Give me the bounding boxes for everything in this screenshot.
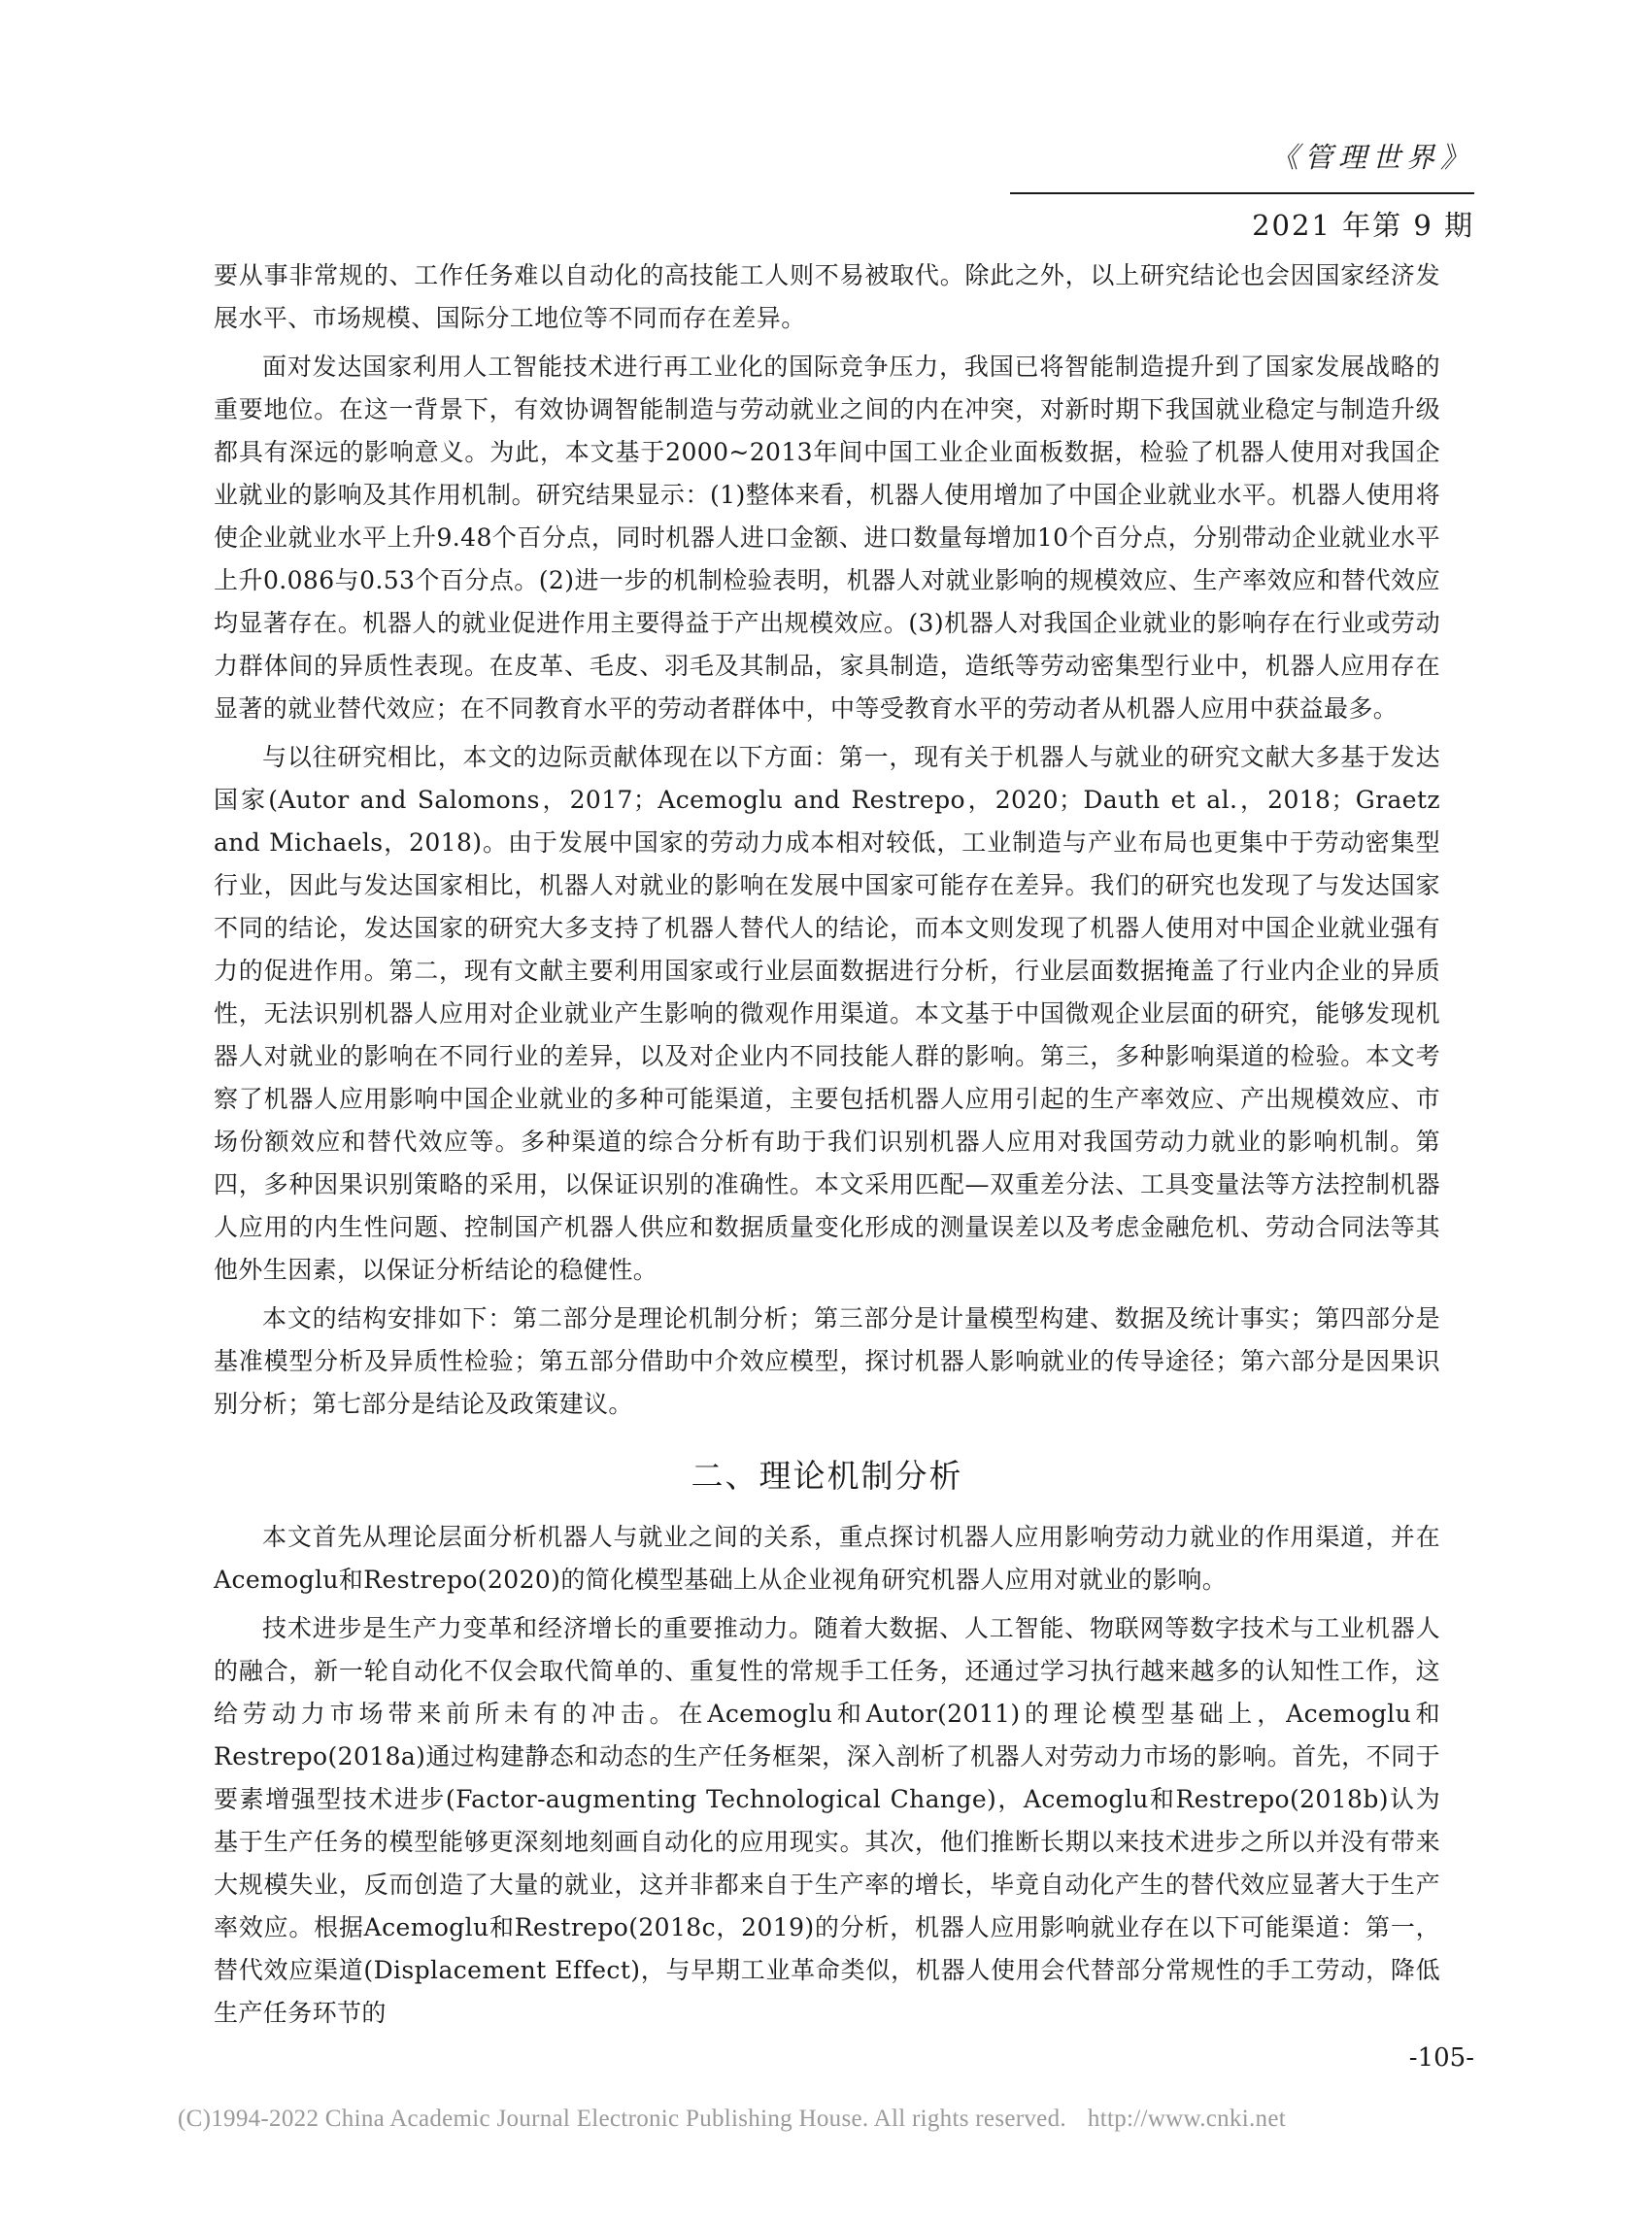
- paragraph-findings: 面对发达国家利用人工智能技术进行再工业化的国际竞争压力，我国已将智能制造提升到了国家发展战略的重要地位。在这一背景下，有效协调智能制造与劳动就业之间的内在冲突，对新时期下我国就业稳定与制造升级都具有深远的影响意义。为此，本文基于2000~2013年间中国工业企业面板数据，检验了机器人使用对我国企业就业的影响及其作用机制。研究结果显示：(1)整体来看，机器人使用增加了中国企业就业水平。机器人使用将使企业就业水平上升9.48个百分点，同时机器人进口金额、进口数量每增加10个百分点，分别带动企业就业水平上升0.086与0.53个百分点。(2)进一步的机制检验表明，机器人对就业影响的规模效应、生产率效应和替代效应均显著存在。机器人的就业促进作用主要得益于产出规模效应。(3)机器人对我国企业就业的影响存在行业或劳动力群体间的异质性表现。在皮革、毛皮、羽毛及其制品，家具制造，造纸等劳动密集型行业中，机器人应用存在显著的就业替代效应；在不同教育水平的劳动者群体中，中等受教育水平的劳动者从机器人应用中获益最多。: [214, 353, 1440, 723]
- issue-label: 2021 年第 9 期: [1252, 209, 1474, 242]
- paragraph-continued: 要从事非常规的、工作任务难以自动化的高技能工人则不易被取代。除此之外，以上研究结论也会因国家经济发展水平、市场规模、国际分工地位等不同而存在差异。: [214, 261, 1440, 332]
- section-heading: 二、理论机制分析: [691, 1457, 963, 1495]
- paragraph-technology: 技术进步是生产力变革和经济增长的重要推动力。随着大数据、人工智能、物联网等数字技术与工业机器人的融合，新一轮自动化不仅会取代简单的、重复性的常规手工任务，还通过学习执行越来越多的认知性工作，这给劳动力市场带来前所未有的冲击。在Acemoglu和Autor(2011)的理论模型基础上，Acemoglu和Restrepo(2018a)通过构建静态和动态的生产任务框架，深入剖析了机器人对劳动力市场的影响。首先，不同于要素增强型技术进步(Factor-augmenting Technological Change)，Acemoglu和Restrepo(2018b)认为基于生产任务的模型能够更深刻地刻画自动化的应用现实。其次，他们推断长期以来技术进步之所以并没有带来大规模失业，反而创造了大量的就业，这并非都来自于生产率的增长，毕竟自动化产生的替代效应显著大于生产率效应。根据Acemoglu和Restrepo(2018c，2019)的分析，机器人应用影响就业存在以下可能渠道：第一，替代效应渠道(Displacement Effect)，与早期工业革命类似，机器人使用会代替部分常规性的手工劳动，降低生产任务环节的: [214, 1614, 1440, 2027]
- copyright-footer: [178, 2106, 1286, 2133]
- header-divider: [1010, 192, 1474, 194]
- paragraph-structure: 本文的结构安排如下：第二部分是理论机制分析；第三部分是计量模型构建、数据及统计事实；第四部分是基准模型分析及异质性检验；第五部分借助中介效应模型，探讨机器人影响就业的传导途径；第六部分是因果识别分析；第七部分是结论及政策建议。: [214, 1304, 1440, 1418]
- copyright-text: (C)1994-2022 China Academic Journal Electronic Publishing House. All rights reserved.: [178, 2106, 1066, 2132]
- page-number: -105-: [1408, 2043, 1474, 2073]
- journal-title: 《管理世界》: [1269, 141, 1474, 174]
- paragraph-contributions: 与以往研究相比，本文的边际贡献体现在以下方面：第一，现有关于机器人与就业的研究文献大多基于发达国家(Autor and Salomons，2017；Acemoglu and Restrepo，2020；Dauth et al.，2018；Graetz and Michaels，2018)。由于发展中国家的劳动力成本相对较低，工业制造与产业布局也更集中于劳动密集型行业，因此与发达国家相比，机器人对就业的影响在发展中国家可能存在差异。我们的研究也发现了与发达国家不同的结论，发达国家的研究大多支持了机器人替代人的结论，而本文则发现了机器人使用对中国企业就业强有力的促进作用。第二，现有文献主要利用国家或行业层面数据进行分析，行业层面数据掩盖了行业内企业的异质性，无法识别机器人应用对企业就业产生影响的微观作用渠道。本文基于中国微观企业层面的研究，能够发现机器人对就业的影响在不同行业的差异，以及对企业内不同技能人群的影响。第三，多种影响渠道的检验。本文考察了机器人应用影响中国企业就业的多种可能渠道，主要包括机器人应用引起的生产率效应、产出规模效应、市场份额效应和替代效应等。多种渠道的综合分析有助于我们识别机器人应用对我国劳动力就业的影响机制。第四，多种因果识别策略的采用，以保证识别的准确性。本文采用匹配—双重差分法、工具变量法等方法控制机器人应用的内生性问题、控制国产机器人供应和数据质量变化形成的测量误差以及考虑金融危机、劳动合同法等其他外生因素，以保证分析结论的稳健性。: [214, 743, 1440, 1284]
- article-body: [214, 254, 1440, 2040]
- footer-url: http://www.cnki.net: [1087, 2106, 1286, 2132]
- paragraph-intro-theory: 本文首先从理论层面分析机器人与就业之间的关系，重点探讨机器人应用影响劳动力就业的作用渠道，并在Acemoglu和Restrepo(2020)的简化模型基础上从企业视角研究机器人应用对就业的影响。: [214, 1523, 1440, 1594]
